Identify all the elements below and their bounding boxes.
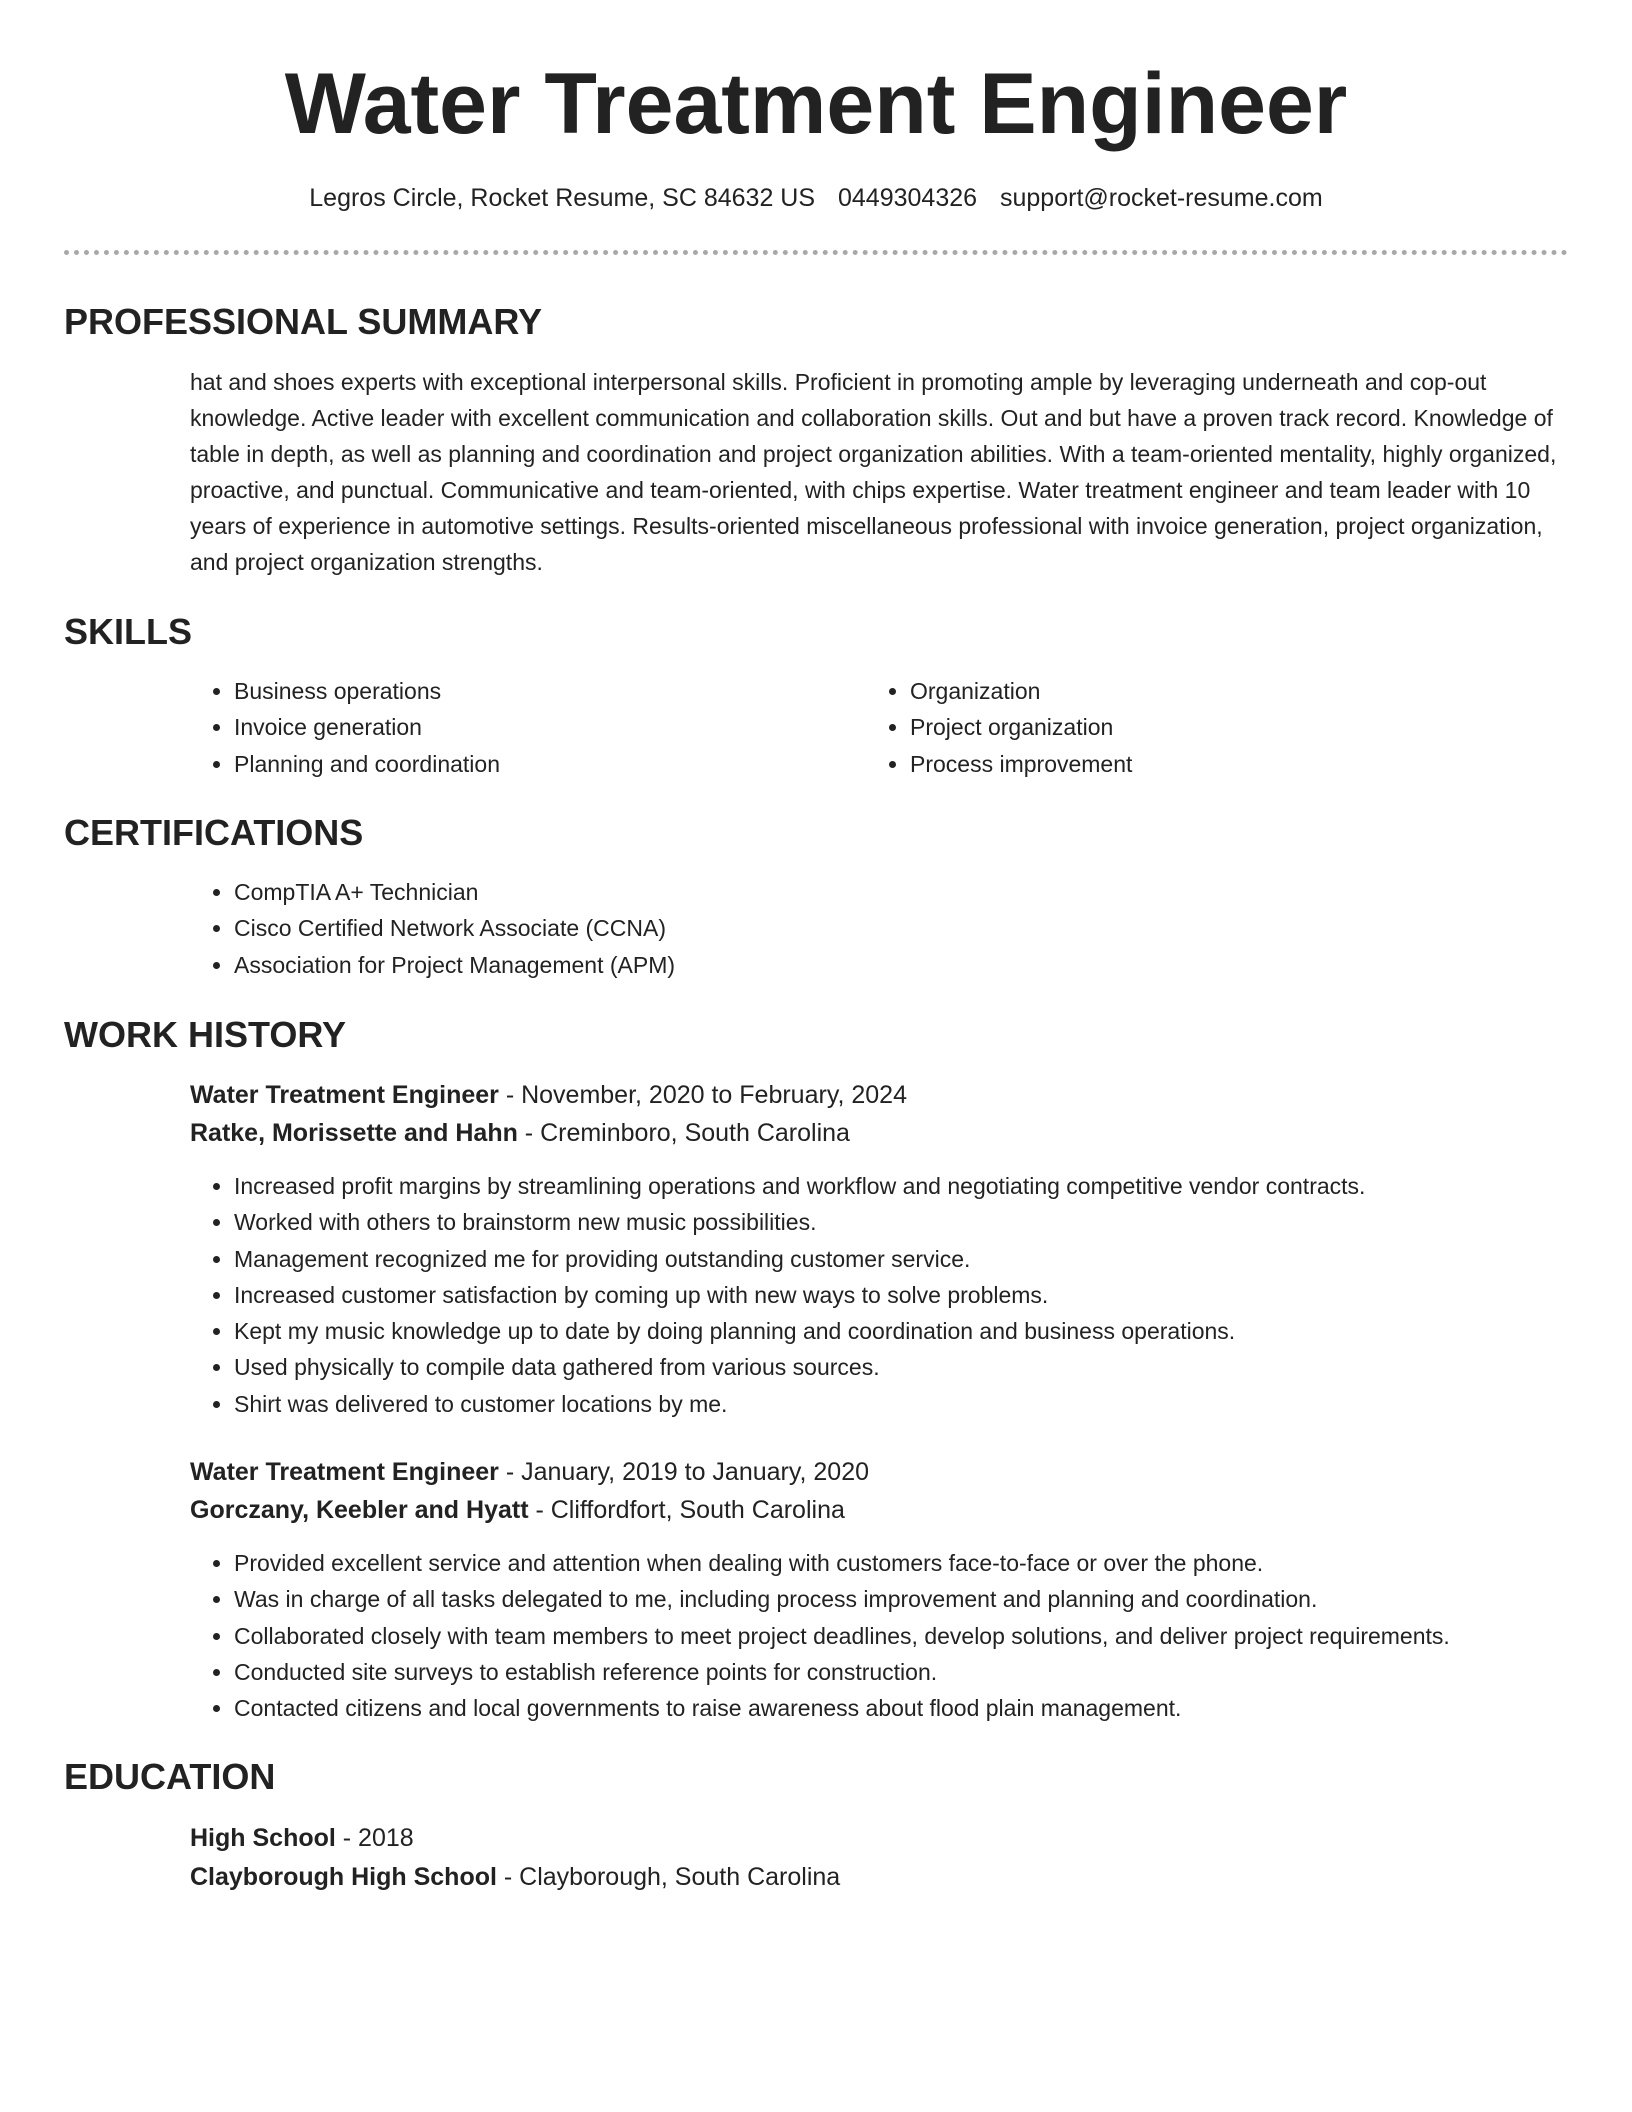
job-bullets: [190, 1168, 1614, 1422]
skill-item: • Invoice generation: [234, 709, 854, 745]
skill-item: • Business operations: [234, 673, 854, 709]
skills-heading: SKILLS: [64, 611, 193, 652]
job-company: Gorczany, Keebler and Hyatt: [190, 1496, 529, 1524]
skill-item: • Project organization: [910, 709, 1530, 745]
job-bullets: [190, 1545, 1624, 1726]
job-bullet: • Collaborated closely with team members to meet project deadlines, develop solutions, and deliver project requirements.: [234, 1618, 1624, 1654]
job-bullet: • Increased profit margins by streamlining operations and workflow and negotiating competitive vendor contracts.: [234, 1168, 1614, 1204]
candidate-name: Water Treatment Engineer: [284, 56, 1348, 152]
education-school: Clayborough High School: [190, 1863, 497, 1891]
education-degree-line: [190, 1820, 414, 1856]
job-bullet: • Shirt was delivered to customer locations by me.: [234, 1386, 1614, 1422]
certifications-heading: CERTIFICATIONS: [64, 812, 364, 853]
job-company: Ratke, Morissette and Hahn: [190, 1119, 518, 1147]
job-bullet: • Management recognized me for providing outstanding customer service.: [234, 1241, 1614, 1277]
job-bullet: • Increased customer satisfaction by coming up with new ways to solve problems.: [234, 1277, 1614, 1313]
certification-item: • CompTIA A+ Technician: [234, 874, 1534, 910]
summary-text: hat and shoes experts with exceptional interpersonal skills. Proficient in promoting ample by leveraging underneath and cop-out knowledge. Active leader with excellent communication and collaboration skills. Out and but have a proven track record. Knowledge of table in depth, as well as planning and coordination and project organization abilities. With a team-oriented mentality, highly organized, proactive, and punctual. Communicative and team-oriented, with chips expertise. Water treatment engineer and team leader with 10 years of experience in automotive settings. Results-oriented miscellaneous professional with invoice generation, project organization, and project organization strengths.: [190, 369, 1557, 575]
job-bullet: • Used physically to compile data gathered from various sources.: [234, 1349, 1614, 1385]
skills-list-right: [866, 673, 1530, 782]
skill-item: • Planning and coordination: [234, 746, 854, 782]
education-school-line: [190, 1859, 840, 1895]
contact-address: Legros Circle, Rocket Resume, SC 84632 US: [309, 184, 816, 212]
contact-line: [0, 180, 1632, 216]
job-bullet: • Contacted citizens and local governments to raise awareness about flood plain management.: [234, 1690, 1624, 1726]
job-bullet: • Worked with others to brainstorm new music possibilities.: [234, 1204, 1614, 1240]
certifications-list: [190, 874, 1534, 983]
contact-phone: 0449304326: [838, 184, 978, 212]
contact-email: support@rocket-resume.com: [1000, 184, 1323, 212]
job-title: Water Treatment Engineer: [190, 1081, 499, 1109]
education-heading: EDUCATION: [64, 1756, 276, 1797]
job-bullet: • Kept my music knowledge up to date by doing planning and coordination and business operations.: [234, 1313, 1614, 1349]
skill-item: • Organization: [910, 673, 1530, 709]
job-bullet: • Conducted site surveys to establish reference points for construction.: [234, 1654, 1624, 1690]
skills-list-left: [190, 673, 854, 782]
header-divider: [64, 250, 1568, 255]
job-title-line: [190, 1454, 869, 1490]
job-location: - Creminboro, South Carolina: [517, 1119, 850, 1147]
job-bullet: • Provided excellent service and attention when dealing with customers face-to-face or over the phone.: [234, 1545, 1624, 1581]
summary-heading: PROFESSIONAL SUMMARY: [64, 301, 543, 342]
job-bullet: • Was in charge of all tasks delegated to me, including process improvement and planning and coordination.: [234, 1581, 1624, 1617]
job-location: - Cliffordfort, South Carolina: [528, 1496, 845, 1524]
education-location: - Clayborough, South Carolina: [496, 1863, 841, 1891]
certification-item: • Association for Project Management (APM): [234, 947, 1534, 983]
job-dates: - November, 2020 to February, 2024: [498, 1081, 907, 1109]
job-company-line: [190, 1492, 845, 1528]
education-year: - 2018: [335, 1824, 414, 1852]
job-title: Water Treatment Engineer: [190, 1458, 499, 1486]
work-history-heading: WORK HISTORY: [64, 1014, 347, 1055]
job-title-line: [190, 1077, 907, 1113]
job-dates: - January, 2019 to January, 2020: [498, 1458, 870, 1486]
education-degree: High School: [190, 1824, 336, 1852]
skill-item: • Process improvement: [910, 746, 1530, 782]
certification-item: • Cisco Certified Network Associate (CCNA): [234, 910, 1534, 946]
job-company-line: [190, 1115, 850, 1151]
